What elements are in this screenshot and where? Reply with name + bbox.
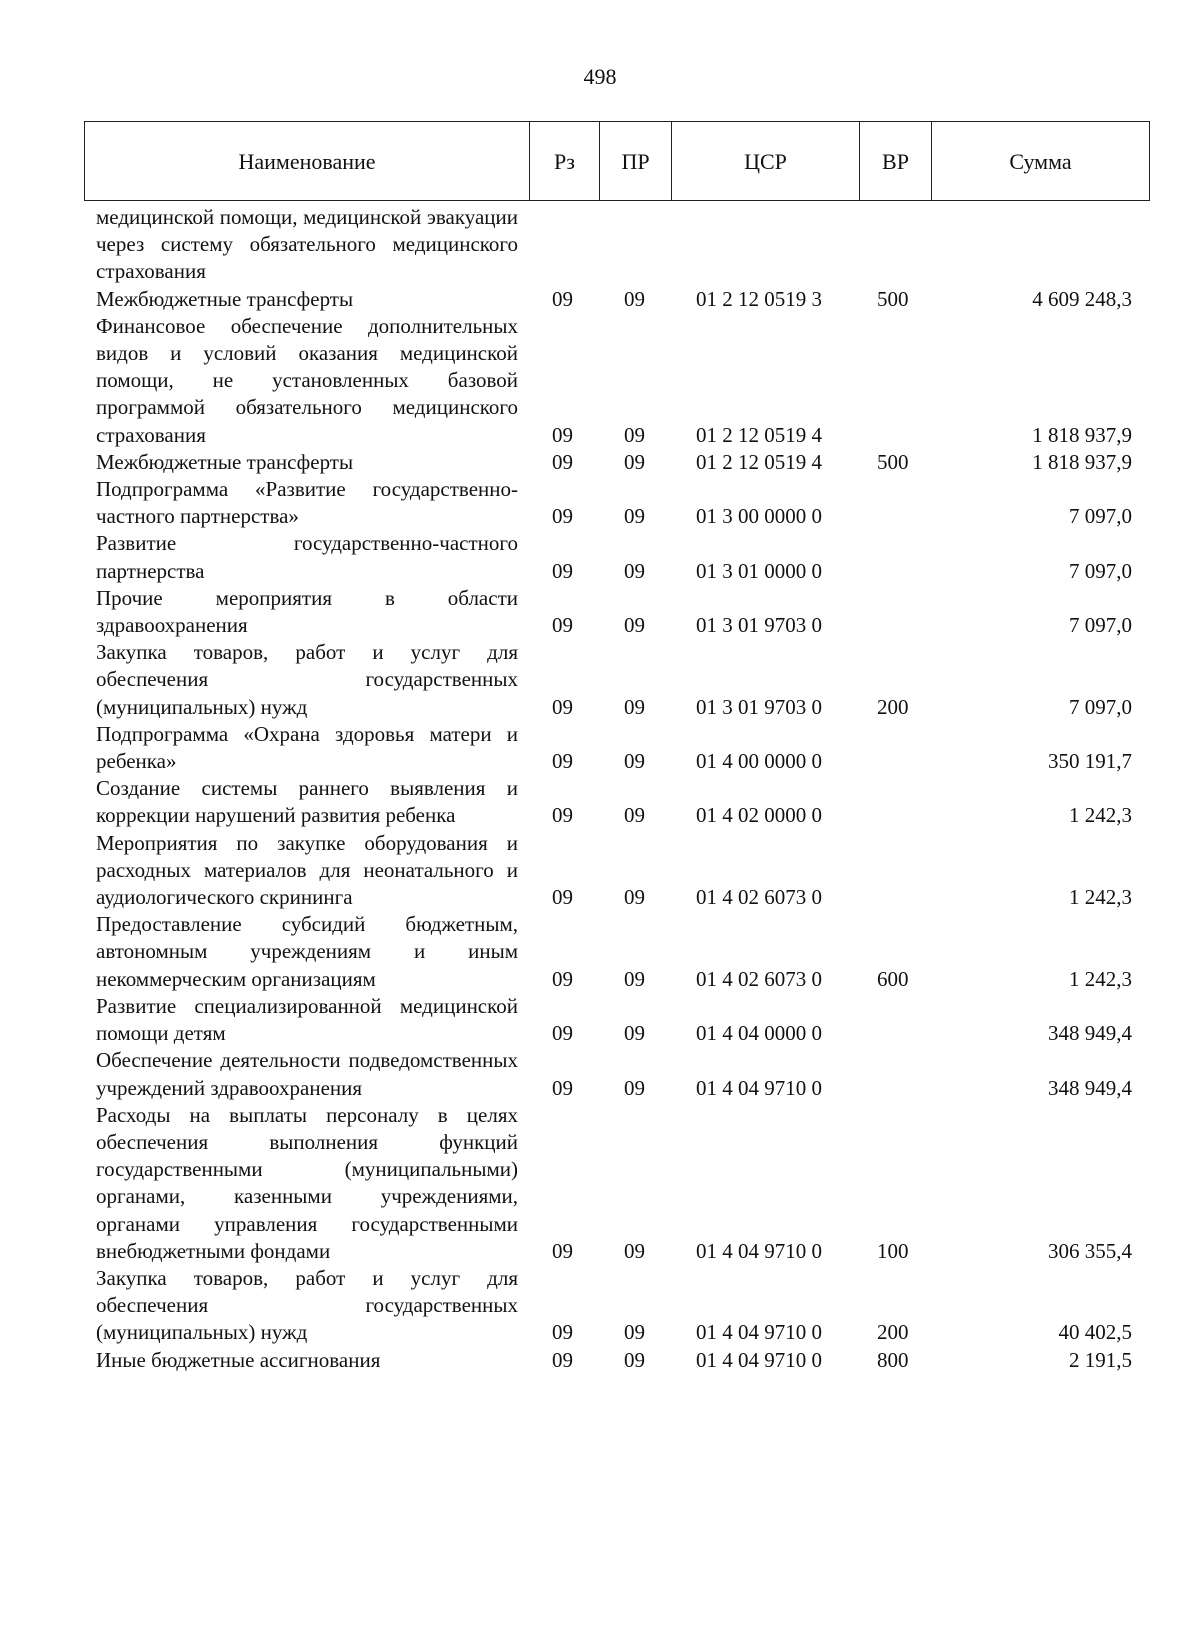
row-sum: 4 609 248,3 [1032, 286, 1132, 311]
row-sum: 1 818 937,9 [1032, 449, 1132, 474]
row-name: Прочие мероприятия в области здравоохранения [96, 585, 518, 638]
row-rz: 09 [552, 1075, 573, 1100]
row-sum: 40 402,5 [1058, 1320, 1132, 1345]
row-pr: 09 [624, 613, 645, 638]
row-pr: 09 [624, 749, 645, 774]
row-csr: 01 4 04 0000 0 [696, 1021, 822, 1046]
row-sum: 348 949,4 [1048, 1075, 1132, 1100]
table-row [0, 476, 1200, 530]
row-values [0, 286, 1200, 313]
row-values [0, 558, 1200, 585]
row-csr: 01 4 02 6073 0 [696, 966, 822, 991]
row-rz: 09 [552, 1021, 573, 1046]
row-name: Закупка товаров, работ и услуг для обеспечения государственных (муниципальных) нужд [96, 1265, 518, 1345]
row-pr: 09 [624, 1347, 645, 1372]
row-rz: 09 [552, 749, 573, 774]
row-name: Предоставление субсидий бюджетным, автономным учреждениям и иным некоммерческим организациям [96, 912, 518, 991]
row-vr: 100 [877, 1238, 909, 1263]
row-sum: 306 355,4 [1048, 1238, 1132, 1263]
row-csr: 01 4 04 9710 0 [696, 1075, 822, 1100]
row-vr: 800 [877, 1347, 909, 1372]
row-vr: 500 [877, 449, 909, 474]
row-rz: 09 [552, 286, 573, 311]
row-values [0, 1075, 1200, 1102]
row-pr: 09 [624, 286, 645, 311]
table-row [0, 1047, 1200, 1101]
table-header [84, 121, 1150, 201]
row-values [0, 503, 1200, 530]
row-values [0, 802, 1200, 829]
row-rz: 09 [552, 422, 573, 447]
table-row [0, 830, 1200, 912]
row-rz: 09 [552, 613, 573, 638]
row-rz: 09 [552, 885, 573, 910]
table-row [0, 286, 1200, 313]
row-csr: 01 4 00 0000 0 [696, 749, 822, 774]
table-row [0, 449, 1200, 476]
row-rz: 09 [552, 558, 573, 583]
row-pr: 09 [624, 422, 645, 447]
row-vr: 600 [877, 966, 909, 991]
row-csr: 01 3 01 0000 0 [696, 558, 822, 583]
row-pr: 09 [624, 803, 645, 828]
row-rz: 09 [552, 449, 573, 474]
row-name: Подпрограмма «Развитие государственно-частного партнерства» [96, 477, 518, 529]
table-row [0, 993, 1200, 1047]
row-csr: 01 4 04 9710 0 [696, 1347, 822, 1372]
row-rz: 09 [552, 1347, 573, 1372]
row-pr: 09 [624, 1021, 645, 1046]
row-name: Обеспечение деятельности подведомственных учреждений здравоохранения [96, 1048, 518, 1100]
row-sum: 7 097,0 [1069, 558, 1132, 583]
row-values [0, 1238, 1200, 1265]
table-row [0, 639, 1200, 721]
row-name: Финансовое обеспечение дополнительных видов и условий оказания медицинской помощи, не установленных базовой программой обязательного медицинского страхования [96, 313, 518, 447]
row-name: Межбюджетные трансферты [96, 449, 354, 474]
row-vr: 500 [877, 286, 909, 311]
row-rz: 09 [552, 1238, 573, 1263]
row-csr: 01 3 00 0000 0 [696, 504, 822, 529]
row-pr: 09 [624, 694, 645, 719]
row-pr: 09 [624, 449, 645, 474]
row-vr: 200 [877, 694, 909, 719]
row-csr: 01 4 02 6073 0 [696, 885, 822, 910]
row-csr: 01 4 02 0000 0 [696, 803, 822, 828]
row-sum: 1 242,3 [1069, 803, 1132, 828]
row-values [0, 966, 1200, 993]
row-pr: 09 [624, 1075, 645, 1100]
row-name: Подпрограмма «Охрана здоровья матери и ребенка» [96, 721, 518, 774]
row-csr: 01 2 12 0519 3 [696, 286, 822, 311]
row-values [0, 449, 1200, 476]
row-rz: 09 [552, 1320, 573, 1345]
row-pr: 09 [624, 1238, 645, 1263]
row-sum: 7 097,0 [1069, 694, 1132, 719]
row-csr: 01 2 12 0519 4 [696, 449, 822, 474]
row-csr: 01 4 04 9710 0 [696, 1320, 822, 1345]
row-values [0, 612, 1200, 639]
table-body [0, 204, 1200, 1374]
row-name: Создание системы раннего выявления и коррекции нарушений развития ребенка [96, 776, 518, 828]
row-sum: 1 818 937,9 [1032, 422, 1132, 447]
header-sum: Сумма [1009, 149, 1072, 174]
row-rz: 09 [552, 694, 573, 719]
table-row [0, 721, 1200, 775]
row-name: Иные бюджетные ассигнования [96, 1347, 381, 1372]
row-name: Межбюджетные трансферты [96, 286, 354, 311]
header-csr: ЦСР [672, 122, 860, 200]
table-row [0, 585, 1200, 639]
row-rz: 09 [552, 504, 573, 529]
header-name: Наименование [85, 122, 530, 200]
row-pr: 09 [624, 1320, 645, 1345]
row-sum: 350 191,7 [1048, 749, 1132, 774]
row-sum: 7 097,0 [1069, 504, 1132, 529]
row-pr: 09 [624, 504, 645, 529]
row-name: Закупка товаров, работ и услуг для обеспечения государственных (муниципальных) нужд [96, 640, 518, 719]
row-values [0, 258, 1200, 285]
row-name: Развитие государственно-частного партнерства [96, 531, 518, 583]
row-sum: 7 097,0 [1069, 613, 1132, 638]
row-csr: 01 2 12 0519 4 [696, 422, 822, 447]
row-name: Мероприятия по закупке оборудования и расходных материалов для неонатального и аудиологического скрининга [96, 830, 518, 910]
header-pr: ПР [600, 122, 672, 200]
table-row [0, 204, 1200, 286]
row-values [0, 884, 1200, 911]
row-sum: 348 949,4 [1048, 1021, 1132, 1046]
table-row [0, 313, 1200, 449]
row-sum: 1 242,3 [1069, 966, 1132, 991]
row-name: Развитие специализированной медицинской помощи детям [96, 993, 518, 1046]
row-rz: 09 [552, 803, 573, 828]
row-values [0, 1020, 1200, 1047]
row-values [0, 422, 1200, 449]
row-values [0, 1319, 1200, 1346]
table-row [0, 530, 1200, 584]
table-row [0, 1102, 1200, 1265]
row-name: Расходы на выплаты персоналу в целях обеспечения выполнения функций государственными (муниципальными) органами, казенными учреждениями, органами управления государственными внебюджетными фондами [96, 1102, 518, 1263]
header-rz: Рз [530, 122, 600, 200]
row-rz: 09 [552, 966, 573, 991]
row-csr: 01 3 01 9703 0 [696, 694, 822, 719]
table-row [0, 775, 1200, 829]
row-pr: 09 [624, 885, 645, 910]
table-row [0, 1347, 1200, 1374]
row-values [0, 694, 1200, 721]
row-csr: 01 3 01 9703 0 [696, 613, 822, 638]
row-name: медицинской помощи, медицинской эвакуации через систему обязательного медицинского страхования [96, 205, 518, 284]
row-pr: 09 [624, 558, 645, 583]
page-number: 498 [583, 64, 617, 89]
table-row [0, 911, 1200, 993]
row-sum: 1 242,3 [1069, 885, 1132, 910]
row-csr: 01 4 04 9710 0 [696, 1238, 822, 1263]
row-values [0, 748, 1200, 775]
row-values [0, 1347, 1200, 1374]
header-vr: ВР [860, 122, 932, 200]
row-pr: 09 [624, 966, 645, 991]
row-vr: 200 [877, 1320, 909, 1345]
table-row [0, 1265, 1200, 1347]
row-sum: 2 191,5 [1069, 1347, 1132, 1372]
